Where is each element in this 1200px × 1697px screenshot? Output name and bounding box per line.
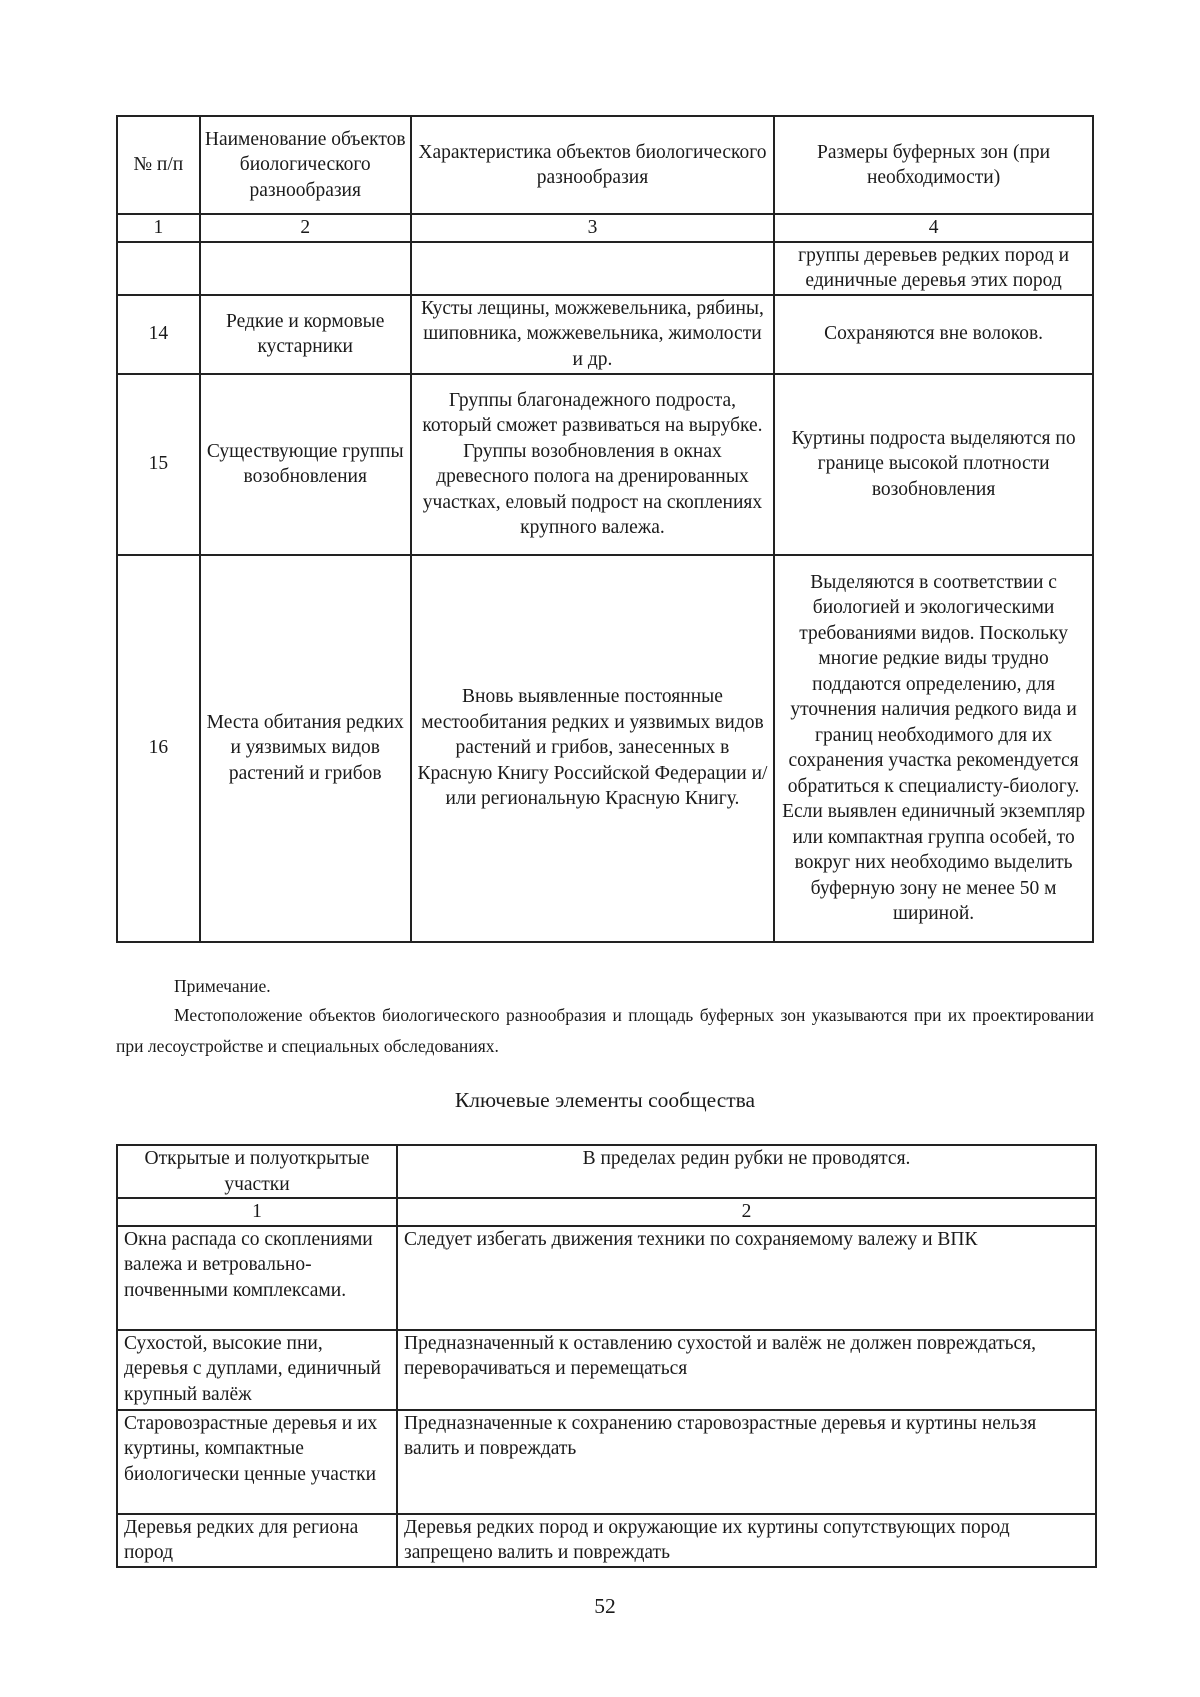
row-element: Окна распада со скоплениями валежа и ветровально-почвенными комплексами. [117, 1226, 397, 1330]
table-row [117, 555, 1093, 942]
row-rule: Деревья редких пород и окружающие их куртины сопутствующих пород запрещено валить и повреждать [397, 1514, 1096, 1567]
column-number: 3 [411, 214, 774, 242]
table-row [117, 1226, 1096, 1330]
note-text: Местоположение объектов биологического разнообразия и площадь буферных зон указываются при их проектировании при лесоустройстве и специальных обследованиях. [116, 1005, 1094, 1056]
row-characteristic: Кусты лещины, можжевельника, рябины, шиповника, можжевельника, жимолости и др. [411, 295, 774, 374]
row-characteristic: Вновь выявленные постоянные местообитания редких и уязвимых видов растений и грибов, занесенных в Красную Книгу Российской Федерации и/или региональную Красную Книгу. [411, 555, 774, 942]
row-number: 15 [117, 374, 200, 555]
row-number: 16 [117, 555, 200, 942]
row-characteristic: Группы благонадежного подроста, который сможет развиваться на вырубке. Группы возобновления в окнах древесного полога на дренированных участках, еловый подрост на скоплениях крупного валежа. [411, 374, 774, 555]
column-number-row [117, 1198, 1096, 1226]
row-element: Деревья редких для региона пород [117, 1514, 397, 1567]
biodiversity-table [116, 115, 1094, 943]
header-open-areas-rule: В пределах редин рубки не проводятся. [397, 1145, 1096, 1198]
column-number: 2 [397, 1198, 1096, 1226]
table-header-row [117, 116, 1093, 214]
column-number: 2 [200, 214, 411, 242]
row-characteristic [411, 242, 774, 295]
column-number: 4 [774, 214, 1093, 242]
row-object-name [200, 242, 411, 295]
row-number [117, 242, 200, 295]
table-row [117, 1410, 1096, 1514]
row-buffer: Сохраняются вне волоков. [774, 295, 1093, 374]
row-buffer: Выделяются в соответствии с биологией и экологическими требованиями видов. Поскольку многие редкие виды трудно поддаются определению, для уточнения наличия редкого вида и границ необходимого для их сохранения участка рекомендуется обратиться к специалисту-биологу. Если выявлен единичный экземпляр или компактная группа особей, то вокруг них необходимо выделить буферную зону не менее 50 м шириной. [774, 555, 1093, 942]
row-element: Старовозрастные деревья и их куртины, компактные биологически ценные участки [117, 1410, 397, 1514]
page-number: 52 [594, 1594, 616, 1618]
key-elements-table [116, 1144, 1097, 1568]
column-number-row [117, 214, 1093, 242]
row-element: Сухостой, высокие пни, деревья с дуплами, единичный крупный валёж [117, 1330, 397, 1410]
section-title: Ключевые элементы сообщества [454, 1088, 756, 1112]
note-title: Примечание. [174, 976, 271, 996]
row-rule: Предназначенные к сохранению старовозрастные деревья и куртины нельзя валить и повреждать [397, 1410, 1096, 1514]
header-object-name: Наименование объектов биологического разнообразия [200, 116, 411, 214]
header-number: № п/п [117, 116, 200, 214]
table-row [117, 1330, 1096, 1410]
header-characteristic: Характеристика объектов биологического разнообразия [411, 116, 774, 214]
table-row [117, 1514, 1096, 1567]
row-number: 14 [117, 295, 200, 374]
table-header-row [117, 1145, 1096, 1198]
table-row [117, 295, 1093, 374]
row-buffer: Куртины подроста выделяются по границе высокой плотности возобновления [774, 374, 1093, 555]
header-buffer-size: Размеры буферных зон (при необходимости) [774, 116, 1093, 214]
column-number: 1 [117, 1198, 397, 1226]
row-object-name: Существующие группы возобновления [200, 374, 411, 555]
header-open-areas: Открытые и полуоткрытые участки [117, 1145, 397, 1198]
row-object-name: Места обитания редких и уязвимых видов растений и грибов [200, 555, 411, 942]
column-number: 1 [117, 214, 200, 242]
row-rule: Следует избегать движения техники по сохраняемому валежу и ВПК [397, 1226, 1096, 1330]
row-rule: Предназначенный к оставлению сухостой и валёж не должен повреждаться, переворачиваться и перемещаться [397, 1330, 1096, 1410]
table-row [117, 374, 1093, 555]
row-buffer: группы деревьев редких пород и единичные деревья этих пород [774, 242, 1093, 295]
row-object-name: Редкие и кормовые кустарники [200, 295, 411, 374]
table-row [117, 242, 1093, 295]
